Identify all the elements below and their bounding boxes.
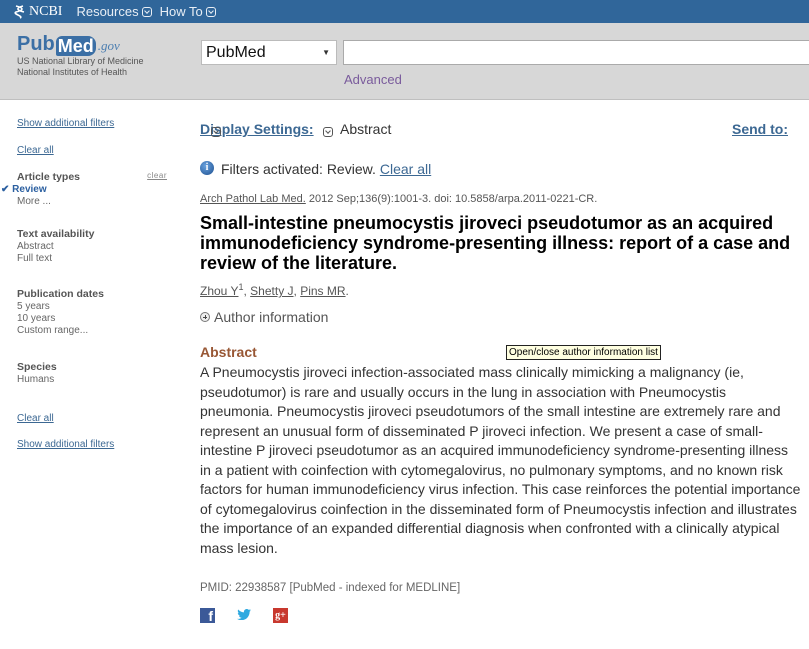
nlm-line-2: National Institutes of Health xyxy=(17,67,128,77)
chevron-down-icon xyxy=(206,7,216,17)
author-link[interactable]: Pins MR xyxy=(300,284,346,298)
filter-group-species xyxy=(17,361,177,386)
nlm-line-1: US National Library of Medicine xyxy=(17,56,144,66)
chevron-down-icon xyxy=(142,7,152,17)
filter-item-full-text[interactable]: Full text xyxy=(17,253,53,264)
logo-gov-text: .gov xyxy=(97,38,120,53)
dropdown-arrow-icon: ▼ xyxy=(322,48,330,57)
ncbi-helix-icon xyxy=(14,5,26,19)
how-to-menu-label: How To xyxy=(159,4,203,19)
filter-item-custom-range[interactable]: Custom range... xyxy=(17,325,89,336)
chevron-down-icon[interactable] xyxy=(211,127,221,137)
filter-title: Species xyxy=(17,361,57,373)
pubmed-wordmark xyxy=(17,32,144,56)
pmid-line: PMID: 22938587 [PubMed - indexed for MEDLINE] xyxy=(200,582,461,594)
filter-item-10-years[interactable]: 10 years xyxy=(17,313,56,324)
filters-message-text: Filters activated: Review. xyxy=(221,161,376,177)
filter-item-5-years[interactable]: 5 years xyxy=(17,301,50,312)
filters-clear-all-link[interactable]: Clear all xyxy=(379,161,432,177)
abstract-text: A Pneumocystis jiroveci infection-associated mass clinically mimicking a malignancy (ie, pseudotumor) is rare and usually occurs in the lung in association with Pneumocystis pneumonia. Pneumocystis jiroveci pseudotumors of the small intestine are extremely rare and represent an unusual form of disseminated P jiroveci infection. We present a case of small-intestine P jiroveci pseudotumor as an acquired immunodeficiency syndrome-presenting illness in a patient with coinfection with cytomegalovirus, no pulmonary symptoms, and no known risk factors for human immunodeficiency virus infection. This case reinforces the potential importance of cytomegalovirus coinfection in the disseminated form of Pneumocystis infection and illustrates the importance of an expanded differential diagnosis when confronted with a clinically atypical mass lesion. xyxy=(200,364,801,556)
ncbi-top-bar xyxy=(0,0,809,23)
ncbi-logo[interactable] xyxy=(14,4,62,20)
show-additional-filters-bottom[interactable]: Show additional filters xyxy=(17,439,115,450)
tooltip: Open/close author information list xyxy=(506,345,661,360)
advanced-search-link[interactable]: Advanced xyxy=(344,72,402,87)
main-content xyxy=(200,101,809,624)
filters-activated-message xyxy=(200,161,431,177)
filter-title: Text availability xyxy=(17,228,95,240)
facebook-icon[interactable]: f xyxy=(200,608,215,623)
display-settings-value: Abstract xyxy=(340,121,392,137)
send-to-link[interactable]: Send to: xyxy=(732,121,788,137)
filter-item-more[interactable]: More ... xyxy=(17,196,51,207)
display-settings-link[interactable]: Display Settings: xyxy=(200,121,314,137)
how-to-menu[interactable] xyxy=(160,4,216,19)
clear-article-types-link[interactable]: clear xyxy=(147,171,167,180)
filter-title: Publication dates xyxy=(17,288,104,300)
author-affiliation-sup: 1 xyxy=(238,282,244,292)
search-header xyxy=(0,23,809,100)
citation-details: 2012 Sep;136(9):1001-3. doi: 10.5858/arpa.2011-0221-CR. xyxy=(305,193,598,205)
database-select-value: PubMed xyxy=(206,43,266,61)
expand-plus-icon xyxy=(200,312,210,322)
logo-pub-text: Pub xyxy=(17,33,55,55)
journal-link[interactable]: Arch Pathol Lab Med. xyxy=(200,193,306,205)
filter-title: Article types xyxy=(17,171,81,183)
author-information-toggle[interactable] xyxy=(200,309,328,325)
clear-all-filters-top[interactable]: Clear all xyxy=(17,145,54,156)
social-share-bar xyxy=(200,608,288,623)
show-additional-filters-top[interactable]: Show additional filters xyxy=(17,118,115,129)
abstract-heading: Abstract xyxy=(200,344,257,360)
author-link[interactable]: Shetty J xyxy=(250,284,294,298)
twitter-icon[interactable] xyxy=(237,608,251,623)
author-list: Zhou $Y^1$, Shetty J, Pins MR. xyxy=(200,282,349,298)
ncbi-logo-text: NCBI xyxy=(29,3,63,19)
author-link[interactable]: Zhou Y xyxy=(200,284,239,298)
article-title: Small-intestine pneumocystis jiroveci pseudotumor as an acquired immunodeficiency syndrome-presenting illness: report of a case and review of the literature. xyxy=(200,213,791,273)
database-select[interactable] xyxy=(201,40,337,65)
filter-item-label: Review xyxy=(12,184,47,195)
citation xyxy=(200,193,597,205)
clear-all-filters-bottom[interactable]: Clear all xyxy=(17,413,54,424)
resources-menu[interactable] xyxy=(76,4,151,19)
filter-group-publication-dates xyxy=(17,288,177,337)
filter-group-article-types xyxy=(1,171,177,208)
author-information-label: Author information xyxy=(214,309,329,325)
resources-menu-label: Resources xyxy=(76,4,139,19)
info-icon: i xyxy=(200,161,214,175)
google-plus-icon[interactable]: g+ xyxy=(273,608,288,623)
filter-group-text-availability xyxy=(17,228,177,265)
search-input[interactable] xyxy=(343,40,809,65)
filter-item-abstract[interactable]: Abstract xyxy=(17,241,54,252)
filter-item-humans[interactable]: Humans xyxy=(17,374,55,385)
check-icon: ✔ xyxy=(1,184,10,195)
filter-item-review[interactable] xyxy=(1,184,177,196)
pubmed-logo[interactable] xyxy=(17,32,144,78)
chevron-down-icon[interactable] xyxy=(323,127,333,137)
logo-med-text: Med xyxy=(57,36,94,56)
